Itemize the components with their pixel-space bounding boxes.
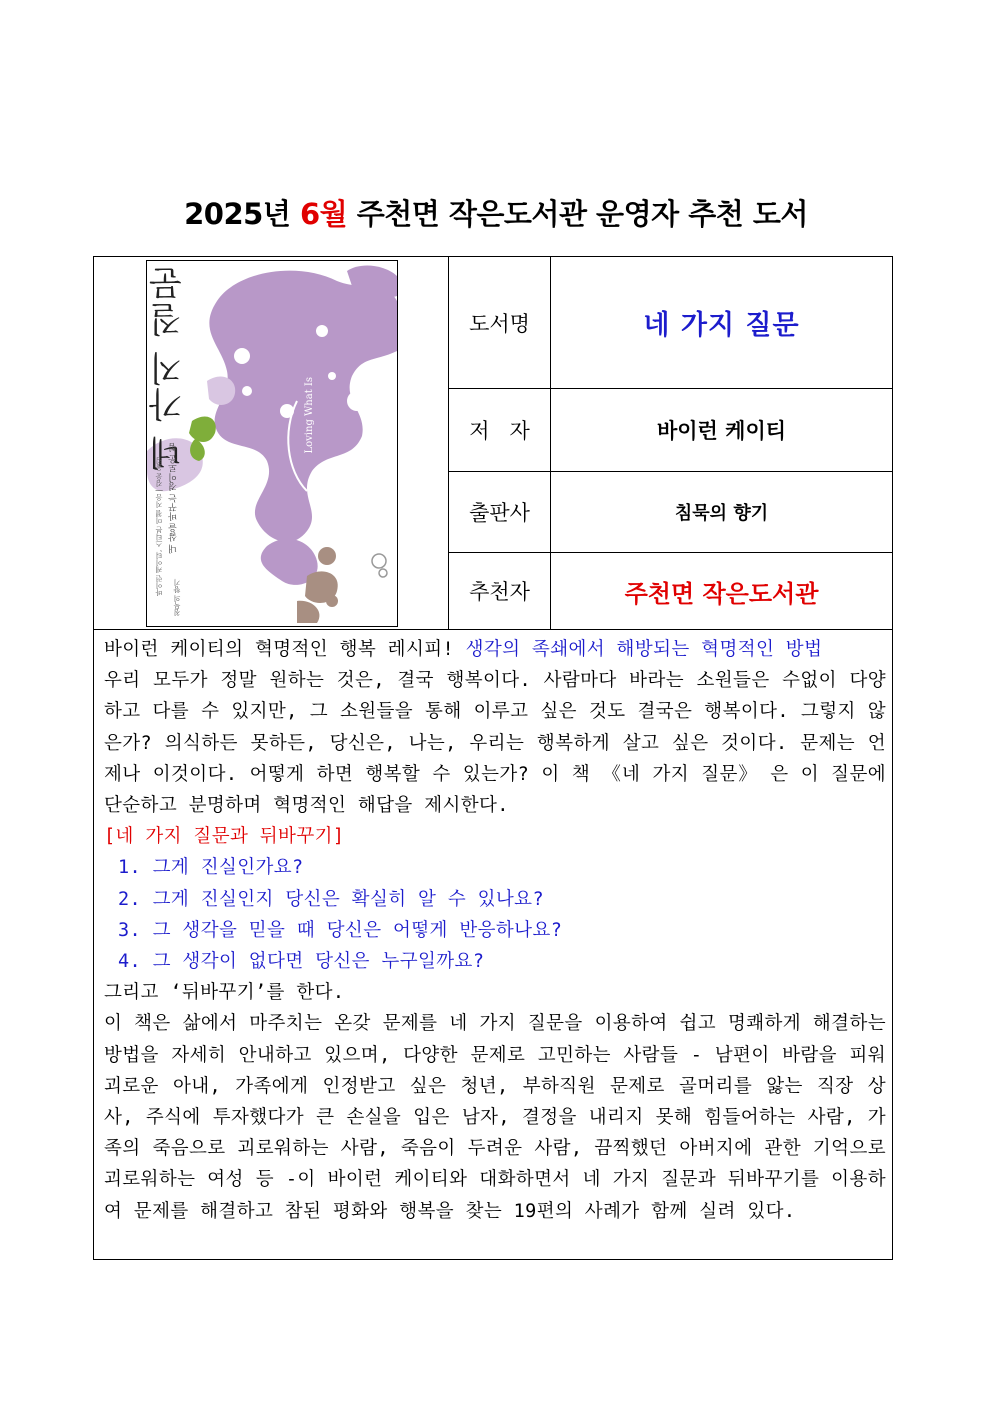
publisher-label: 출판사 xyxy=(469,501,530,525)
question-item-1: 1. 그게 진실인가요? xyxy=(118,857,304,879)
cover-english-title: Loving What Is xyxy=(304,377,315,454)
section-heading: [네 가지 질문과 뒤바꾸기] xyxy=(104,826,345,848)
page-title: 2025년 6월 주천면 작은도서관 운영자 추천 도서 xyxy=(184,197,808,231)
title-label: 도서명 xyxy=(469,311,530,336)
question-item-3: 3. 그 생각을 믿을 때 당신은 어떻게 반응하나요? xyxy=(118,919,563,941)
grid-line xyxy=(94,629,892,630)
recommender-value: 주천면 작은도서관 xyxy=(624,579,819,608)
title-month: 6월 xyxy=(299,197,348,231)
description-paragraph-2: 이 책은 삶에서 마주치는 온갖 문제를 네 가지 질문을 이용하여 쉽고 명쾌하게 해결하는 방법을 자세히 안내하고 있으며, 다양한 문제로 고민하는 사람들 - 남편이 바람을 피워 괴로운 아내, 가족에게 인정받고 싶은 청년, 부하직원 문제로 골머리를 앓는 직장 상사, 주식에 투자했다가 큰 손실을 입은 남자, 결정을 내리지 못해 힘들어하는 사람, 가족의 죽음으로 괴로워하는 사람, 죽음이 두려운 사람, 끔찍했던 아버지에 관한 기억으로 괴로워하는 여성 등 -이 바이런 케이티와 대화하면서 네 가지 질문과 뒤바꾸기를 이용하여 문제를 해결하고 참된 평화와 행복을 찾는 19편의 사례가 함께 실려 있다. xyxy=(104,1013,886,1222)
cover-publisher: 침묵의 향기 xyxy=(173,579,181,617)
publisher-value: 침묵의 향기 xyxy=(674,503,769,524)
book-description xyxy=(104,634,886,1227)
title-value: 네 가지 질문 xyxy=(643,310,800,341)
author-value: 바이런 케이티 xyxy=(656,419,787,443)
book-cover-image xyxy=(146,260,398,627)
question-item-4: 4. 그 생각이 없다면 당신은 누구일까요? xyxy=(118,951,485,973)
cover-credits: 바이런 케이티, 스티븐 미첼 지음 | 김윤 옮김 xyxy=(155,457,163,597)
recommender-label: 추천자 xyxy=(469,580,530,604)
then-line: 그리고 ‘뒤바꾸기’를 한다. xyxy=(104,982,345,1004)
cover-subtitle: 내 삶을 바꾸는 경이로운 힘 xyxy=(169,443,179,554)
intro-highlight: 생각의 족쇄에서 해방되는 혁명적인 방법 xyxy=(465,639,823,660)
author-label: 저 자 xyxy=(469,419,530,443)
intro-line: 바이런 케이티의 혁명적인 행복 레시피! 생각의 족쇄에서 해방되는 혁명적인 방법 xyxy=(104,639,823,660)
question-item-2: 2. 그게 진실인지 당신은 확실히 알 수 있나요? xyxy=(118,888,544,910)
cover-title: 네 가지 질문 xyxy=(149,265,189,471)
description-paragraph-1: 우리 모두가 정말 원하는 것은, 결국 행복이다. 사람마다 바라는 소원들은 수없이 다양하고 다를 수 있지만, 그 소원들을 통해 이루고 싶은 것도 결국은 행복이다. 그렇지 않은가? 의식하든 못하든, 당신은, 나는, 우리는 행복하게 살고 싶은 것이다. 문제는 언제나 이것이다. 어떻게 하면 행복할 수 있는가? 이 책 《네 가지 질문》 은 이 질문에 단순하고 분명하며 혁명적인 해답을 제시한다. xyxy=(104,670,886,817)
